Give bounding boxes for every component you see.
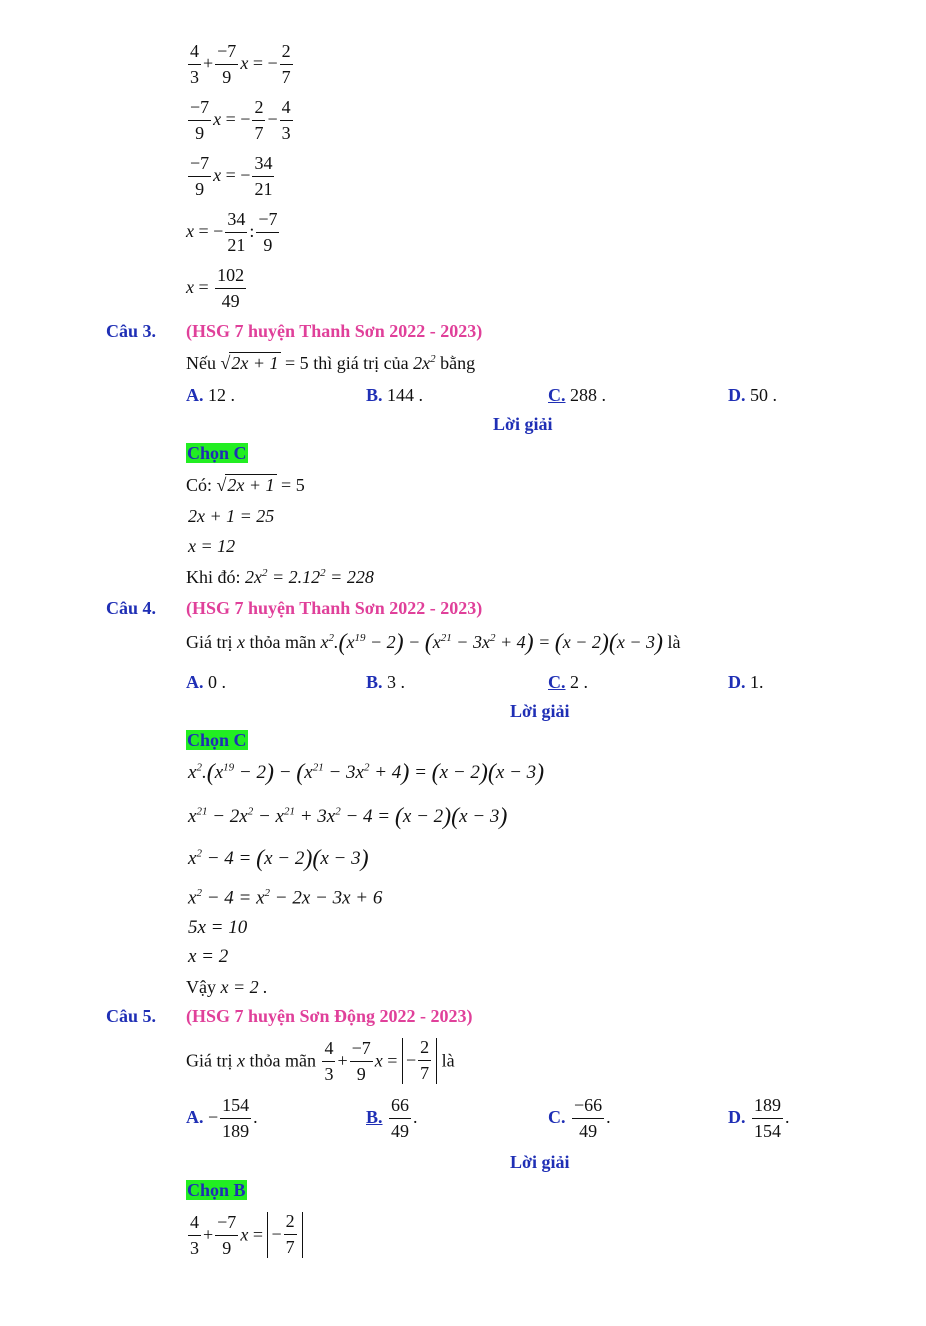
question-5-text: Giá trị x thỏa mãn $\frac{4}{3}$ + $\frac{-7}{9}$ x = − $\frac{2}{7}$ là (186, 1037, 455, 1085)
option-a[interactable]: A. 12 . (186, 385, 235, 405)
solution-line: $x^{21} - 2x^2 - x^{21} + 3x^2 - 4 = (x - 2)(x - 3)$ (188, 804, 508, 830)
fraction: $\frac{4}{3}$ (281, 97, 291, 143)
fraction: $\frac{4}{3}$ (190, 41, 199, 87)
option-d[interactable]: D. 1. (728, 672, 764, 692)
question-4-text: Giá trị x thỏa mãn $x^2.(x^{19} - 2) - (x^{21} - 3x^2 + 4) = (x - 2)(x - 3)$ là (186, 630, 681, 656)
solution-line: x = 2 (188, 946, 229, 967)
option-c[interactable]: C. 288 . (548, 385, 606, 405)
fraction: $\frac{2}{7}$ (254, 97, 264, 143)
fraction: $\frac{2}{7}$ (281, 41, 291, 87)
step-1: $\frac{4}{3}$ + $\frac{-7}{9}$ x = − $\frac{2}{7}$ (190, 41, 291, 87)
fraction: $\frac{102}{49}$ (217, 265, 245, 311)
fraction: $\frac{34}{21}$ (227, 209, 246, 255)
solution-conclusion: Vậy x = 2 . (186, 977, 268, 997)
solution-line: 2x + 1 = 25 (188, 506, 275, 526)
solution-heading: Lời giải (510, 1152, 570, 1172)
option-a[interactable]: A. 0 . (186, 672, 226, 692)
solution-line: Có: √2x + 1 = 5 (186, 475, 305, 495)
sqrt-expression: √2x + 1 (220, 353, 279, 373)
solution-line: $x^2.(x^{19} - 2) - (x^{21} - 3x^2 + 4) = (x - 2)(x - 3)$ (188, 760, 545, 786)
solution-line: 5x = 10 (188, 917, 248, 938)
step-5: x = $\frac{102}{49}$ (186, 265, 245, 311)
fraction: $\frac{-7}{9}$ (190, 153, 210, 199)
step-2: $\frac{-7}{9}$ x = − $\frac{2}{7}$ − $\frac{4}{3}$ (190, 97, 291, 143)
option-c[interactable]: C. $\frac{-66}{49}$ . (548, 1095, 611, 1141)
question-5-source: (HSG 7 huyện Sơn Động 2022 - 2023) (186, 1006, 473, 1026)
option-d[interactable]: D. 50 . (728, 385, 777, 405)
fraction: $\frac{-7}{9}$ (258, 209, 278, 255)
fraction: $\frac{-7}{9}$ (190, 97, 210, 143)
solution-heading: Lời giải (493, 414, 553, 434)
option-c[interactable]: C. 2 . (548, 672, 588, 692)
answer-badge: Chọn C (187, 443, 247, 463)
question-3-text: Nếu √2x + 1 = 5 thì giá trị của $2x^2$ bằng (186, 353, 476, 373)
step-4: x = − $\frac{34}{21}$ : $\frac{-7}{9}$ (186, 209, 278, 255)
fraction: $\frac{34}{21}$ (254, 153, 273, 199)
fraction: $\frac{-7}{9}$ (217, 41, 237, 87)
solution-heading: Lời giải (510, 701, 570, 721)
solution-line: $\frac{4}{3}$ + $\frac{-7}{9}$ x = − $\frac{2}{7}$ (186, 1212, 303, 1259)
question-3-source: (HSG 7 huyện Thanh Sơn 2022 - 2023) (186, 321, 483, 341)
option-b[interactable]: B. 3 . (366, 672, 406, 692)
absolute-value: − $\frac{2}{7}$ (402, 1038, 437, 1084)
answer-badge: Chọn B (187, 1180, 246, 1200)
option-d[interactable]: D. $\frac{189}{154}$ . (728, 1095, 790, 1141)
question-5-label: Câu 5. (106, 1006, 157, 1026)
question-4-source: (HSG 7 huyện Thanh Sơn 2022 - 2023) (186, 598, 483, 618)
solution-line: $x^2 - 4 = x^2 - 2x - 3x + 6$ (188, 887, 383, 909)
option-a[interactable]: A. − $\frac{154}{189}$ . (186, 1095, 258, 1141)
option-b[interactable]: B. $\frac{66}{49}$ . (366, 1095, 418, 1141)
answer-badge: Chọn C (187, 730, 247, 750)
option-b[interactable]: B. 144 . (366, 385, 424, 405)
solution-line: Khi đó: $2x^2 = 2.12^2 = 228$ (186, 567, 374, 587)
step-3: $\frac{-7}{9}$ x = − $\frac{34}{21}$ (190, 153, 273, 199)
solution-line: $x^2 - 4 = (x - 2)(x - 3)$ (188, 846, 369, 872)
solution-line: x = 12 (188, 536, 236, 556)
question-4-label: Câu 4. (106, 598, 157, 618)
absolute-value: − $\frac{2}{7}$ (267, 1212, 302, 1258)
question-3-label: Câu 3. (106, 321, 157, 341)
